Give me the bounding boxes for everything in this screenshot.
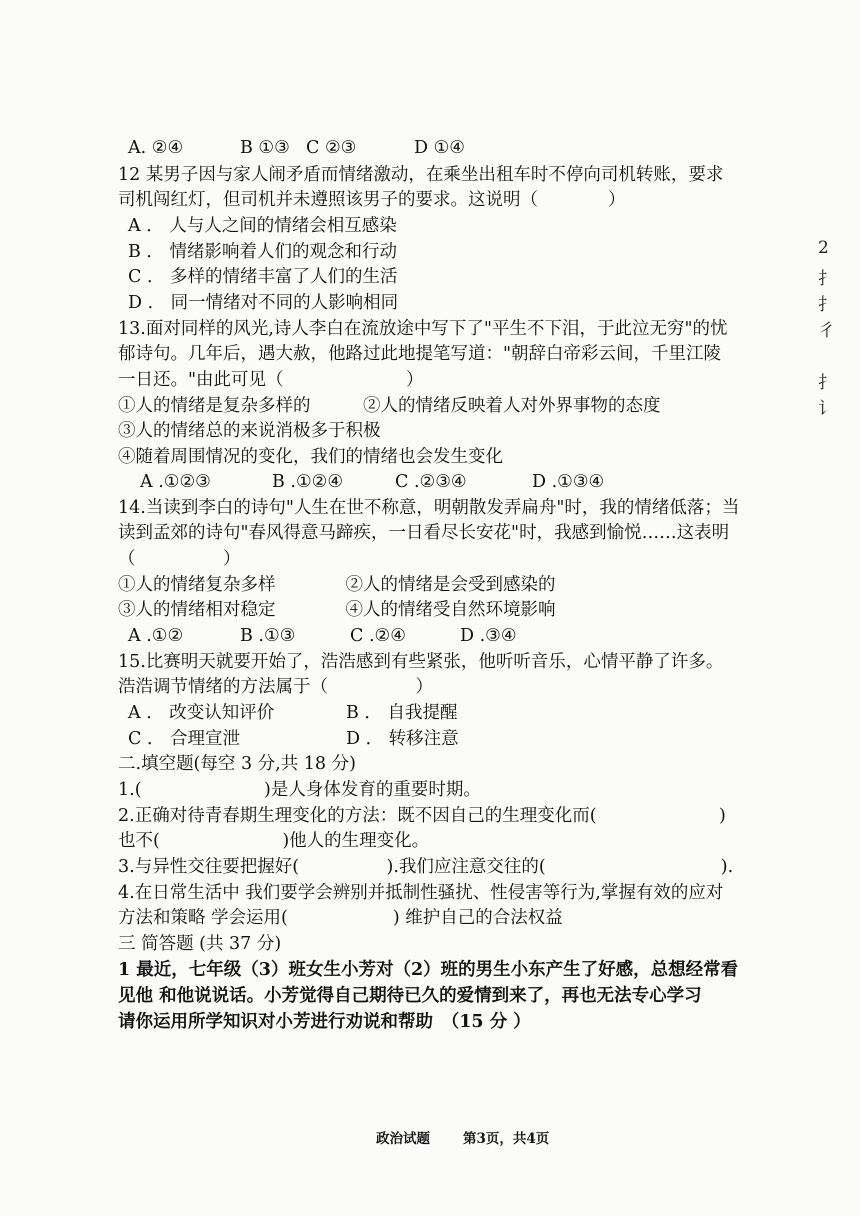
q13-stem-line-1: 13.面对同样的风光,诗人李白在流放途中写下了"平生不下泪，于此泣无穷"的忧 [118,319,728,339]
q12-option-c: C ． 多样的情绪丰富了人们的生活 [128,267,398,287]
q15-option-b: B ． 自我提醒 [346,703,458,723]
q14-item-1: ①人的情绪复杂多样 ②人的情绪是会受到感染的 [118,575,556,595]
q14-stem-line-3: （ ） [118,549,241,569]
footer-page-number: 第3页，共4页 [463,1131,550,1147]
q13-item-1: ①人的情绪是复杂多样的 ②人的情绪反映着人对外界事物的态度 [118,396,661,416]
fill-blank-4-line-1: 4.在日常生活中 我们要学会辨别并抵制性骚扰、性侵害等行为,掌握有效的应对 [118,883,724,903]
q12-option-b: B ． 情绪影响着人们的观念和行动 [128,242,397,262]
margin-char-5: 扌 [818,373,835,393]
q13-item-3: ④随着周围情况的变化，我们的情绪也会发生变化 [118,447,503,467]
q11-option-a: A. ②④ [128,138,184,158]
q14-option-d: D .③④ [460,626,517,646]
fill-blank-4-line-2: 方法和策略 学会运用( ) 维护自己的合法权益 [118,908,563,928]
q15-option-c: C ． 合理宣泄 [128,729,241,749]
fill-blank-2-line-1: 2.正确对待青春期生理变化的方法：既不因自己的生理变化而( ) [118,806,726,826]
margin-char-1: 2 [818,238,829,258]
q15-option-a: A ． 改变认知评价 [128,703,275,723]
q12-option-d: D ． 同一情绪对不同的人影响相同 [128,293,399,313]
q12-option-a: A ． 人与人之间的情绪会相互感染 [128,216,397,236]
fill-blank-3: 3.与异性交往要把握好( ).我们应注意交往的( ). [118,857,734,877]
footer-subject: 政治试题 [376,1131,430,1147]
margin-char-2: 扌 [818,269,835,289]
q13-stem-line-3: 一日还。"由此可见（ ） [118,370,424,390]
q13-option-d: D .①③④ [532,472,605,492]
fill-blank-1: 1.( )是人身体发育的重要时期。 [118,780,481,800]
q12-stem-line-1: 12 某男子因与家人闹矛盾而情绪激动，在乘坐出租车时不停向司机转账，要求 [118,165,724,185]
q14-stem-line-2: 读到孟郊的诗句"春风得意马蹄疾，一日看尽长安花"时，我感到愉悦……这表明 [118,523,730,543]
q14-stem-line-1: 14.当读到李白的诗句"人生在世不称意，明朝散发弄扁舟"时，我的情绪低落；当 [118,498,740,518]
fill-blank-2-line-2: 也不( )他人的生理变化。 [118,831,430,851]
q13-option-c: C .②③④ [395,472,467,492]
q15-option-d: D ． 转移注意 [346,729,459,749]
short-answer-1-line-2: 见他 和他说说话。小芳觉得自己期待已久的爱情到来了，再也无法专心学习 [118,986,702,1006]
margin-char-4: 彳 [818,321,835,341]
q14-option-c: C .②④ [350,626,406,646]
q11-option-d: D ①④ [414,138,465,158]
q11-option-b: B ①③ [240,138,290,158]
q11-option-c: C ②③ [306,138,357,158]
short-answer-1-line-3: 请你运用所学知识对小芳进行劝说和帮助 （15 分 ） [118,1012,531,1032]
q14-option-b: B .①③ [240,626,296,646]
margin-char-6: 讠 [818,399,835,419]
q15-stem-line-2: 浩浩调节情绪的方法属于（ ） [118,677,433,697]
margin-char-3: 扌 [818,295,835,315]
q13-item-2: ③人的情绪总的来说消极多于积极 [118,421,381,441]
short-answer-1-line-1: 1 最近，七年级（3）班女生小芳对（2）班的男生小东产生了好感，总想经常看 [118,960,739,980]
q15-stem-line-1: 15.比赛明天就要开始了，浩浩感到有些紧张，他听听音乐，心情平静了许多。 [118,652,724,672]
section3-title: 三 简答题 (共 37 分) [118,934,282,954]
q13-option-b: B .①②④ [272,472,344,492]
q13-option-a: A .①②③ [140,472,211,492]
q12-stem-line-2: 司机闯红灯，但司机并未遵照该男子的要求。这说明（ ） [118,190,626,210]
q13-stem-line-2: 郁诗句。几年后，遇大赦，他路过此地提笔写道："朝辞白帝彩云间，千里江陵 [118,344,722,364]
section2-title: 二.填空题(每空 3 分,共 18 分) [118,754,356,774]
q14-item-2: ③人的情绪相对稳定 ④人的情绪受自然环境影响 [118,600,556,620]
q14-option-a: A .①② [128,626,184,646]
